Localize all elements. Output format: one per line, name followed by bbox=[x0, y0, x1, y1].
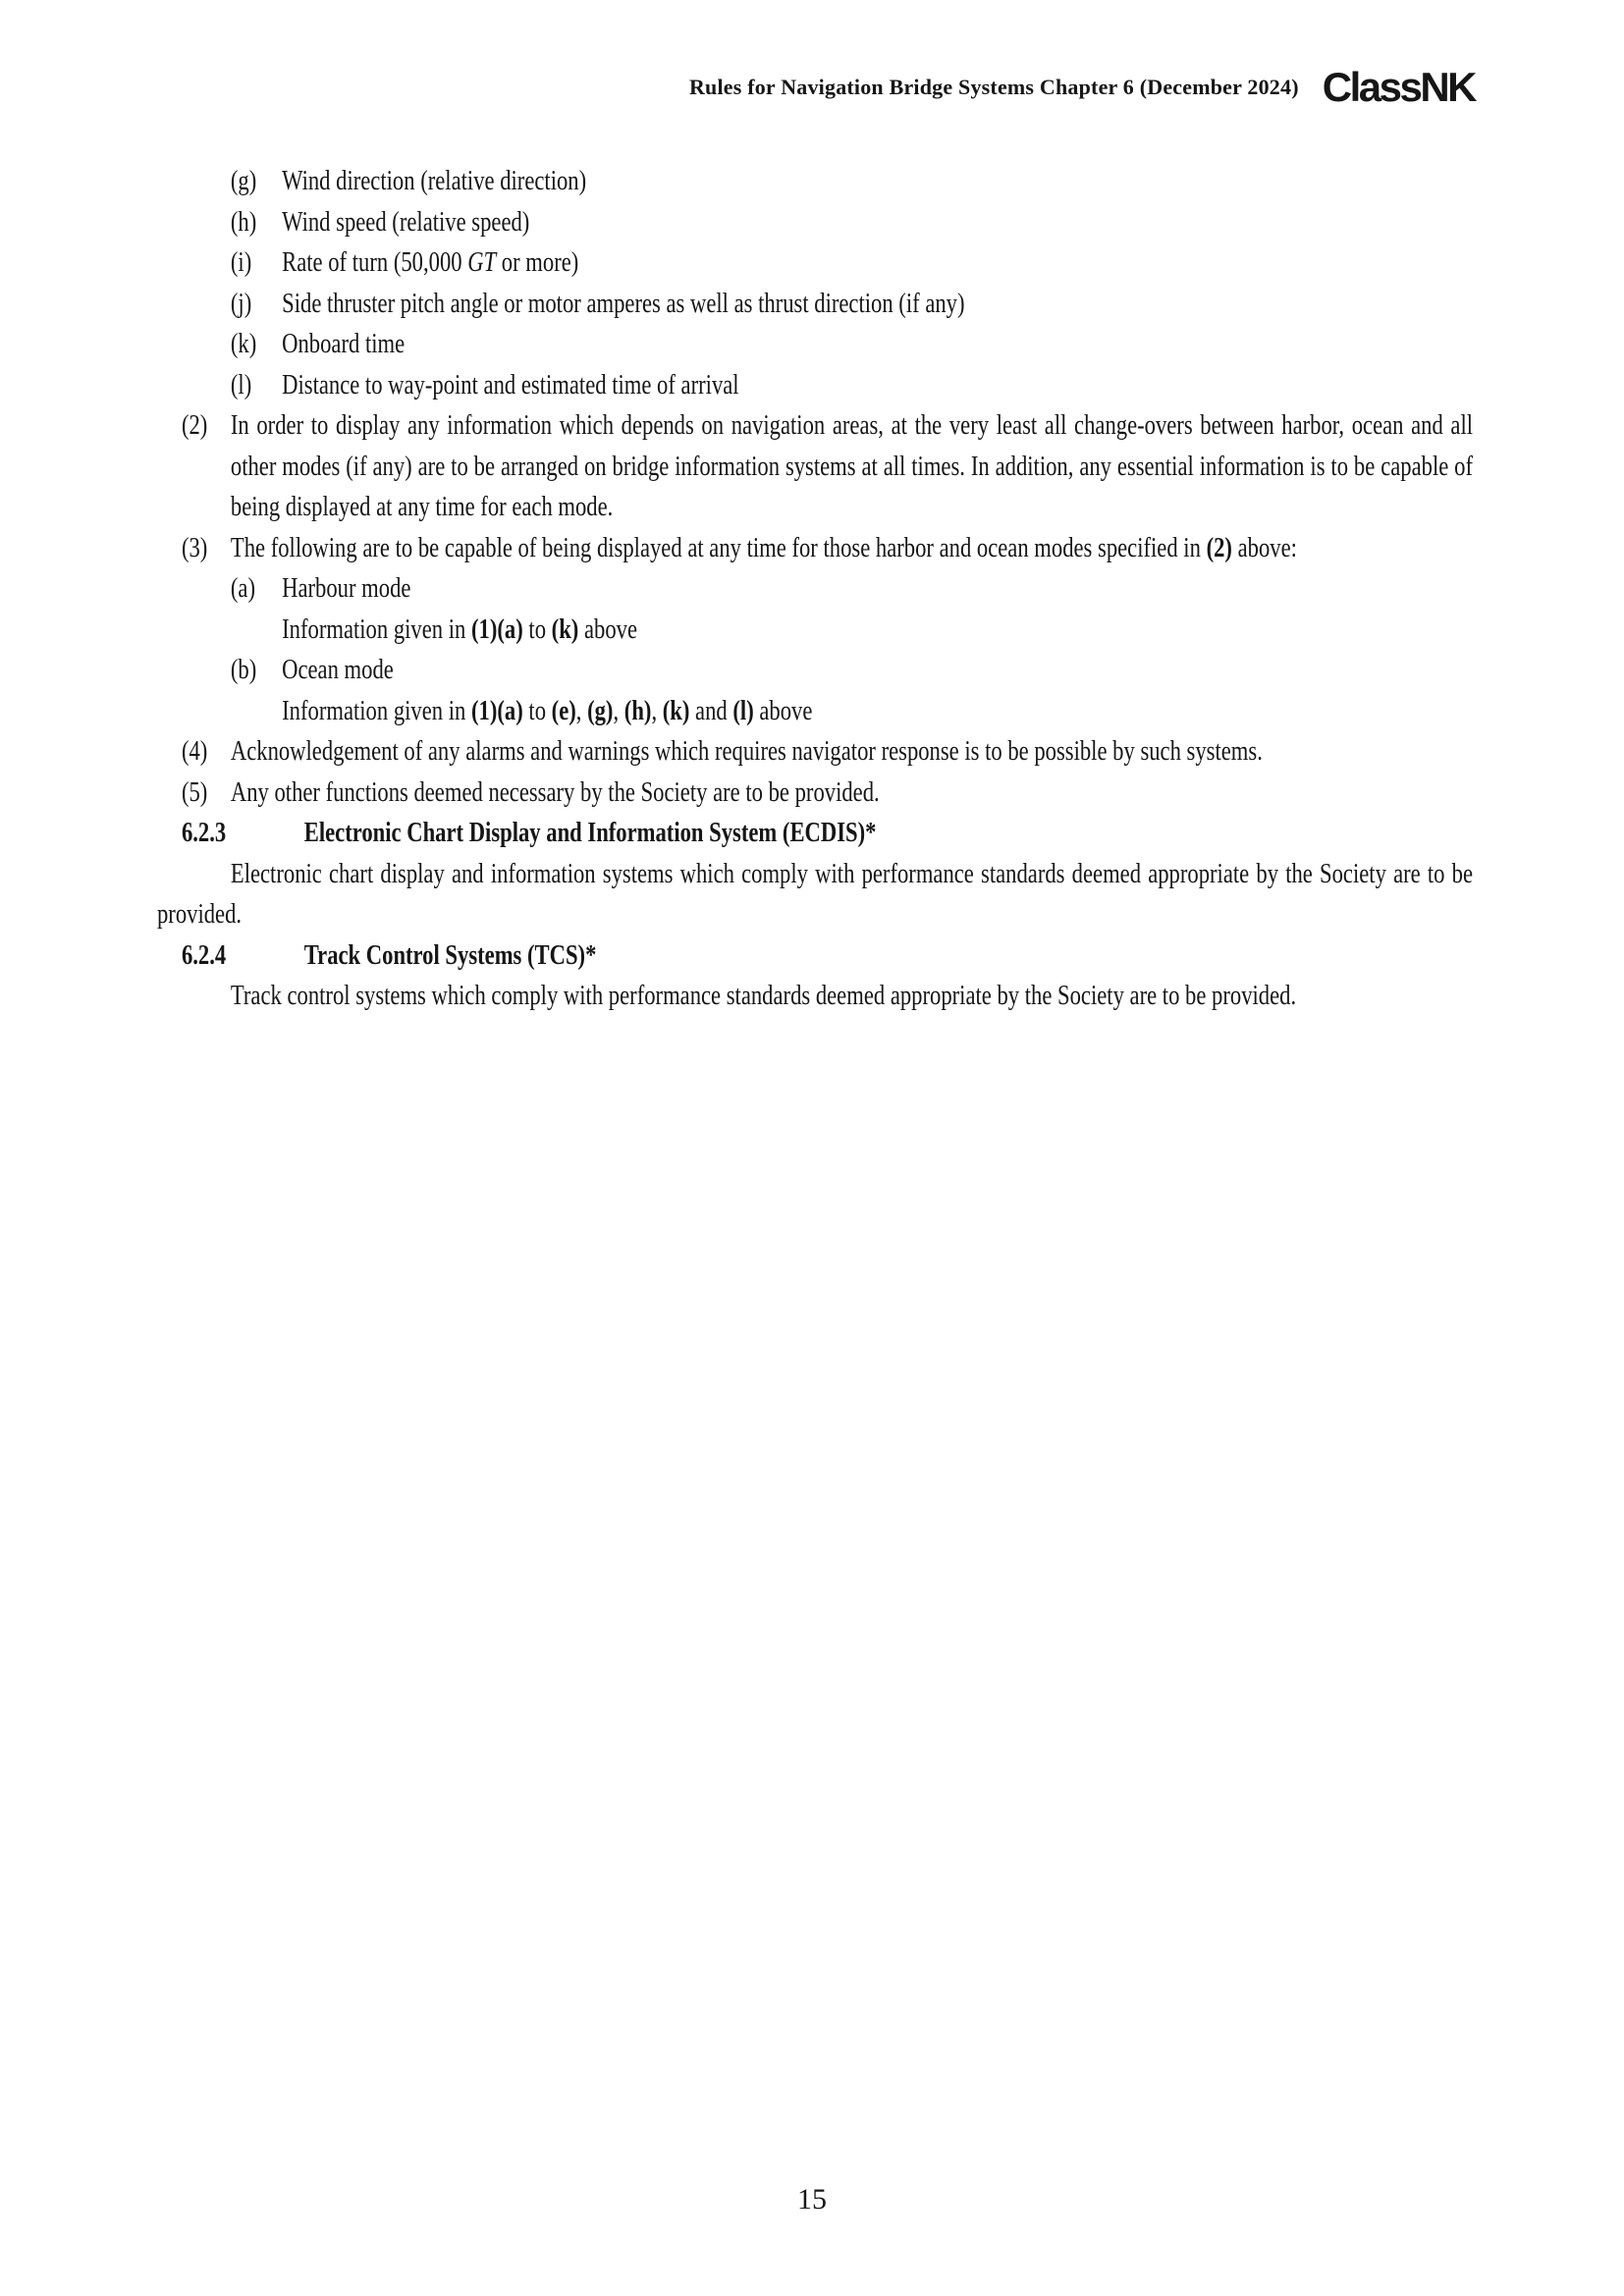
list-item-h bbox=[157, 202, 1473, 243]
item-label: (2) bbox=[181, 409, 208, 441]
item-label: (j) bbox=[230, 287, 252, 319]
item-label: (h) bbox=[230, 205, 257, 238]
numbered-item-2 bbox=[157, 405, 1473, 528]
numbered-item-3 bbox=[157, 528, 1473, 569]
item-text: The following are to be capable of being displayed at any time for those harbor and ocean modes specified in (2) above: bbox=[230, 531, 1297, 563]
section-number: 6.2.4 bbox=[181, 938, 227, 971]
section-6-2-3-paragraph: Electronic chart display and information systems which comply with performance standards deemed appropriate by the Society are to be provided. bbox=[157, 857, 1474, 930]
section-heading-6-2-3 bbox=[157, 813, 1473, 854]
item-text: Rate of turn (50,000 GT or more) bbox=[282, 246, 579, 278]
item-label: (3) bbox=[181, 531, 208, 563]
item-text: Wind speed (relative speed) bbox=[282, 205, 530, 238]
item-text: In order to display any information which depends on navigation areas, at the very least all change-overs between harbor, ocean and all other modes (if any) are to be arranged on bridge information systems at all times. In addition, any essential information is to be capable of being displayed at any time for each mode. bbox=[230, 409, 1474, 522]
item-text: Ocean mode bbox=[282, 654, 394, 685]
item-text: Wind direction (relative direction) bbox=[282, 165, 587, 196]
classnk-logo: ClassNK bbox=[1322, 64, 1475, 110]
item-label: (i) bbox=[230, 246, 252, 278]
list-item-l bbox=[157, 365, 1473, 406]
list-item-a bbox=[157, 568, 1473, 610]
list-item-k bbox=[157, 324, 1473, 365]
item-label: (5) bbox=[181, 775, 208, 808]
item-text: Side thruster pitch angle or motor amperes as well as thrust direction (if any) bbox=[282, 287, 965, 319]
document-body bbox=[157, 161, 1473, 1017]
item-text: Harbour mode bbox=[282, 572, 411, 604]
item-a-info bbox=[157, 610, 1473, 651]
list-item-b bbox=[157, 650, 1473, 691]
item-b-info bbox=[157, 691, 1473, 732]
item-label: (b) bbox=[230, 654, 257, 685]
page-footer bbox=[0, 2183, 1624, 2216]
item-label: (l) bbox=[230, 368, 252, 400]
item-label: (g) bbox=[230, 165, 257, 196]
running-header-title: Rules for Navigation Bridge Systems Chapter 6 (December 2024) bbox=[688, 75, 1299, 99]
section-heading-6-2-4 bbox=[157, 935, 1473, 977]
item-text: Onboard time bbox=[282, 328, 406, 359]
item-label: (a) bbox=[230, 572, 255, 604]
list-item-g bbox=[157, 161, 1473, 202]
section-title: Electronic Chart Display and Information System (ECDIS)* bbox=[303, 817, 877, 848]
item-text: Information given in (1)(a) to (e), (g), (h), (k) and (l) above bbox=[282, 694, 813, 726]
section-6-2-4-paragraph: Track control systems which comply with performance standards deemed appropriate by the Society are to be provided. bbox=[230, 980, 1297, 1011]
section-title: Track Control Systems (TCS)* bbox=[303, 938, 597, 971]
list-item-j bbox=[157, 284, 1473, 325]
item-text: Distance to way-point and estimated time of arrival bbox=[282, 368, 739, 400]
item-text: Acknowledgement of any alarms and warnings which requires navigator response is to be possible by such systems. bbox=[230, 735, 1263, 767]
numbered-item-5 bbox=[157, 773, 1473, 814]
item-label: (k) bbox=[230, 328, 257, 359]
numbered-item-4 bbox=[157, 731, 1473, 773]
list-item-i bbox=[157, 242, 1473, 284]
item-label: (4) bbox=[181, 735, 208, 767]
page-number: 15 bbox=[797, 2183, 827, 2216]
item-text: Any other functions deemed necessary by the Society are to be provided. bbox=[230, 775, 880, 808]
item-text: Information given in (1)(a) to (k) above bbox=[282, 613, 637, 645]
section-number: 6.2.3 bbox=[181, 817, 227, 848]
page-header bbox=[688, 64, 1475, 110]
